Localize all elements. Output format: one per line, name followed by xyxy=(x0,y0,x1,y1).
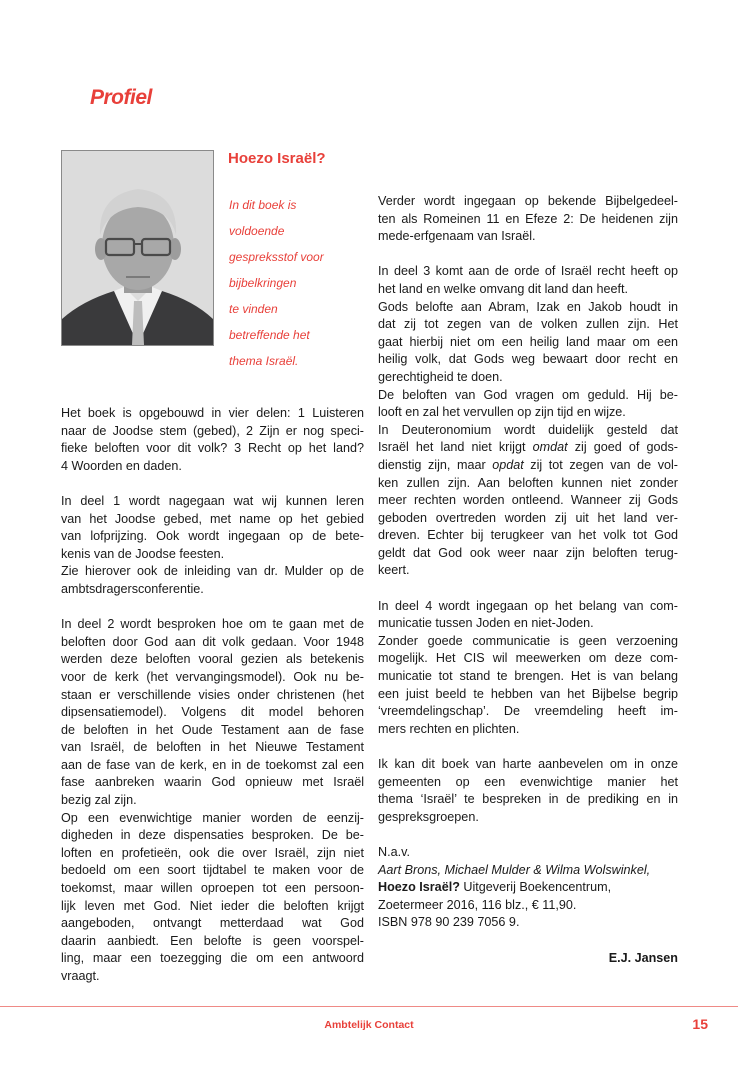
text-line: staan er verschillende visies onder christenen (het xyxy=(61,687,364,702)
text-line: werden deze beloften vooral gezien als betekenis xyxy=(61,652,364,667)
paragraph-gap xyxy=(378,580,678,598)
text-line: gemeenten op een evenwichtige manier het xyxy=(378,774,678,789)
text-line: dipsensatiemodel). Volgens dit model behoren xyxy=(61,705,364,720)
text-line: fieke beloften voor dit volk? 3 Recht op het land? xyxy=(61,441,364,456)
text-line: de beloften in het Oude Testament aan de fase xyxy=(61,722,364,737)
text-line: van lofprijzing. Ook wordt ingegaan op de bete- xyxy=(61,529,364,544)
paragraph-gap xyxy=(61,599,364,617)
citation-isbn: ISBN 978 90 239 7056 9. xyxy=(378,915,520,930)
text-line: toekomst, maar willen oproepen tot een persoon- xyxy=(61,881,364,896)
text-line: ten als Romeinen 11 en Efeze 2: De heidenen zijn xyxy=(378,211,678,226)
text-line: Gods belofte aan Abram, Izak en Jakob houdt in xyxy=(378,299,678,314)
pull-quote-line: thema Israël. xyxy=(229,354,299,368)
paragraph-geduld xyxy=(378,387,678,422)
text-line: fase aanbreken waarin God opnieuw met Israël xyxy=(61,775,364,790)
author-signature: E.J. Jansen xyxy=(608,950,678,965)
text-line: Zonder goede communicatie is geen verzoening xyxy=(378,633,678,648)
citation-publisher: Uitgeverij Boekencentrum, xyxy=(459,880,612,895)
text-line: ken zullen zijn. Aan beloften kunnen niet zonder xyxy=(378,475,678,490)
author-photo xyxy=(61,150,214,346)
text-line: lijk leven met God. Niet ieder die beloften krijgt xyxy=(61,898,364,913)
text-run: Israël het land niet krijgt xyxy=(378,440,533,455)
paragraph-gap xyxy=(378,932,678,950)
citation-prefix: N.a.v. xyxy=(378,844,410,859)
text-line: vraagt. xyxy=(61,969,100,983)
text-line: aangeboden, ontvangt metterdaad wat God xyxy=(61,916,364,931)
book-title: Hoezo Israël? xyxy=(228,150,326,167)
text-line: gaat hierbij niet om een heilig land maar om een xyxy=(378,334,678,349)
pull-quote-line: gespreksstof voor xyxy=(229,250,324,264)
text-line: In deel 1 wordt nagegaan wat wij kunnen leren xyxy=(61,493,364,508)
article-right-column xyxy=(378,193,678,967)
text-line: dat zij tot zegen van de volken zullen zijn. Het xyxy=(378,317,678,332)
text-line: In Deuteronomium wordt duidelijk gesteld dat xyxy=(378,422,678,437)
text-line: Het boek is opgebouwd in vier delen: 1 Luisteren xyxy=(61,406,364,420)
text-run: zij goed of gods- xyxy=(567,440,678,455)
text-line: van het Joodse gebed, met name op het gebied xyxy=(61,511,364,526)
paragraph-structure xyxy=(61,405,364,475)
paragraph-reference xyxy=(61,563,364,598)
text-line: kenis van de Joodse feesten. xyxy=(61,546,225,561)
paragraph-dispensaties xyxy=(61,810,364,986)
citation-book-title: Hoezo Israël? xyxy=(378,880,460,895)
paragraph-gap xyxy=(378,246,678,264)
citation-details: Zoetermeer 2016, 116 blz., € 11,90. xyxy=(378,897,577,912)
text-line: In deel 3 komt aan de orde of Israël recht heeft op xyxy=(378,264,678,279)
text-line: mede-erfgenaam van Israël. xyxy=(378,229,536,244)
text-line: naar de Joodse stem (gebed), 2 Zijn er nog speci- xyxy=(61,423,364,438)
citation-title-line xyxy=(378,879,678,897)
paragraph-aanbeveling xyxy=(378,756,678,826)
text-line: aan de fase van de kerk, en in de toekomst zal een xyxy=(61,757,364,772)
text-line: De beloften van God vragen om geduld. Hij be- xyxy=(378,387,678,402)
article-left-column xyxy=(61,405,364,986)
text-line: In deel 4 wordt ingegaan op het belang van com- xyxy=(378,598,678,613)
text-line: van Israël, de beloften in het Nieuwe Testament xyxy=(61,740,364,755)
text-line: looft en zal het vervullen op zijn tijd en wijze. xyxy=(378,405,626,420)
text-line: 4 Woorden en daden. xyxy=(61,458,182,473)
pull-quote-line: bijbelkringen xyxy=(229,276,297,290)
text-line: voor de kerk (het vervangingsmodel). Ook nu be- xyxy=(61,669,364,684)
text-line: heilig volk, dat Gods weg bewaart door recht en xyxy=(378,352,678,367)
text-line: bezig zal zijn. xyxy=(61,793,137,808)
pull-quote-line: betreffende het xyxy=(229,328,310,342)
pull-quote-line: In dit boek is xyxy=(229,198,297,212)
paragraph-gap xyxy=(61,475,364,493)
text-line xyxy=(378,439,678,457)
text-line: loften en profetieën, ook die over Israël, zijn niet xyxy=(61,845,364,860)
paragraph-deel-4 xyxy=(378,598,678,633)
portrait-photo-icon xyxy=(62,151,213,345)
page-number: 15 xyxy=(692,1016,708,1032)
paragraph-gap xyxy=(378,826,678,844)
emphasis-omdat: omdat xyxy=(532,440,568,455)
text-line: een juist beeld te hebben van het Bijbelse begrip xyxy=(378,686,678,701)
text-line: ‘vreemdelingschap’. De vreemdeling heeft im- xyxy=(378,704,678,719)
text-line: Op een evenwichtige manier worden de eenzij- xyxy=(61,810,364,825)
text-line: bedoeld om een soort tijdtabel te maken voor de xyxy=(61,863,364,878)
text-line: keert. xyxy=(378,563,410,578)
text-line: In deel 2 wordt besproken hoe om te gaan met de xyxy=(61,617,364,632)
footer-publication-name: Ambtelijk Contact xyxy=(324,1019,414,1031)
paragraph-gap xyxy=(378,738,678,756)
text-line: daarin aanbiedt. Een belofte is geen voorspel- xyxy=(61,933,364,948)
text-line: gespreksgroepen. xyxy=(378,809,479,824)
pull-quote-line: voldoende xyxy=(229,224,285,238)
pull-quote xyxy=(229,197,364,379)
text-line: thema ‘Israël’ te bespreken in de prediking en in xyxy=(378,792,678,807)
paragraph-deel-1 xyxy=(61,493,364,563)
citation-authors-text: Aart Brons, Michael Mulder & Wilma Wolswinkel, xyxy=(378,862,651,877)
text-line: beloften door God aan dit volk gedaan. Voor 1948 xyxy=(61,634,364,649)
text-line: municatie tussen Joden en niet-Joden. xyxy=(378,616,594,631)
text-line: meer rechten worden ontleend. Wanneer zij Gods xyxy=(378,493,678,508)
text-line: gerechtigheid te doen. xyxy=(378,369,503,384)
paragraph-communicatie xyxy=(378,633,678,739)
emphasis-opdat: opdat xyxy=(492,457,524,472)
book-citation xyxy=(378,844,678,932)
text-run: dienstig zijn, maar xyxy=(378,457,493,472)
paragraph-deel-3 xyxy=(378,263,678,298)
text-line: Ik kan dit boek van harte aanbevelen om in onze xyxy=(378,757,678,771)
paragraph-bijbelgedeelten xyxy=(378,193,678,246)
text-line: municatie tot stand te brengen. Het is van belang xyxy=(378,669,678,684)
text-line: Zie hierover ook de inleiding van dr. Mulder op de xyxy=(61,564,364,579)
text-line: geboden overtreden worden zij uit het land ver- xyxy=(378,510,678,525)
text-line xyxy=(378,457,678,475)
paragraph-deuteronomium xyxy=(378,422,678,580)
text-line: dreven. Echter bij terugkeer van het volk tot God xyxy=(378,528,678,543)
citation-authors xyxy=(378,862,678,880)
text-line: het land en welke omvang dit land dan heeft. xyxy=(378,281,628,296)
text-line: ambtsdragersconferentie. xyxy=(61,581,204,596)
pull-quote-line: te vinden xyxy=(229,302,278,316)
section-title: Profiel xyxy=(90,86,152,109)
paragraph-gods-belofte xyxy=(378,299,678,387)
text-line: geldt dat God ook weer naar zijn beloften terug- xyxy=(378,545,678,560)
text-line: mers rechten en plichten. xyxy=(378,721,520,736)
text-line: mogelijk. Het CIS wil meewerken om deze com- xyxy=(378,651,678,666)
text-run: zij tot zegen van de vol- xyxy=(523,457,678,472)
text-line: ling, maar een toezegging die om een antwoord xyxy=(61,951,364,966)
footer-divider xyxy=(0,1006,738,1007)
text-line: digheden in deze dispensaties besproken. De be- xyxy=(61,828,364,843)
text-line: Verder wordt ingegaan op bekende Bijbelgedeel- xyxy=(378,194,678,208)
paragraph-deel-2 xyxy=(61,616,364,810)
